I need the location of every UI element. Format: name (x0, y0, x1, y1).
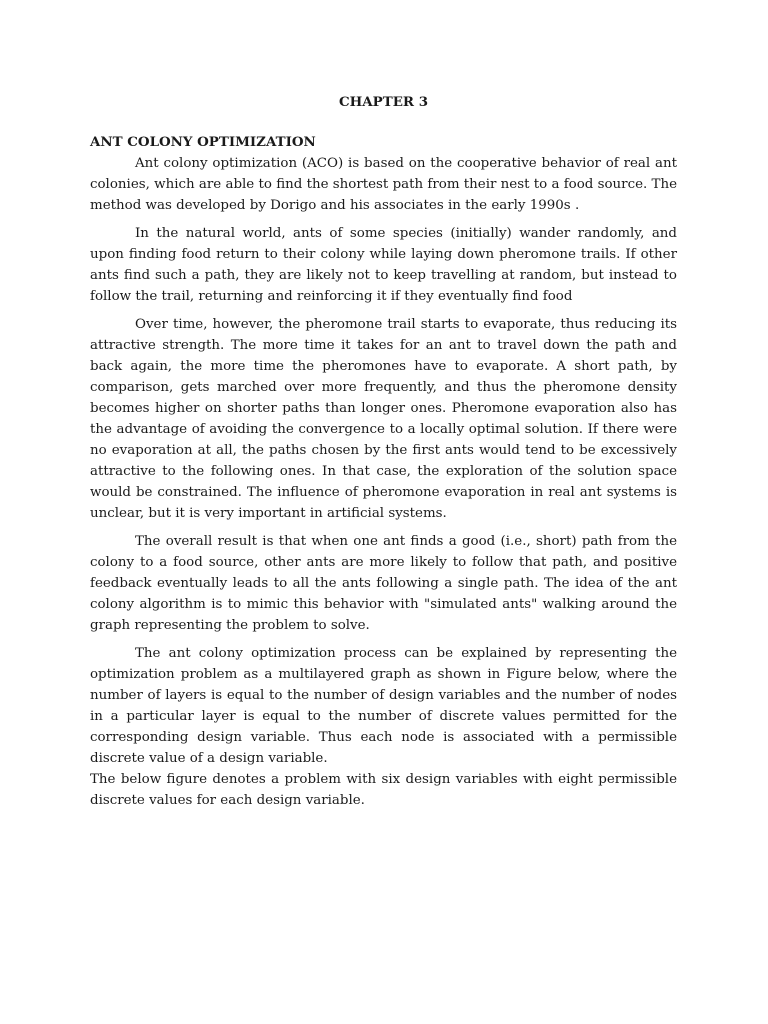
document-page (90, 90, 677, 818)
paragraph-evaporation: Over time, however, the pheromone trail starts to evaporate, thus reducing its attractive strength. The more time it takes for an ant to travel down the path and back again, the more time the pheromones have to evaporate. A short path, by comparison, gets marched over more frequently, and thus the pheromone density becomes higher on shorter paths than longer ones. Pheromone evaporation also has the advantage of avoiding the convergence to a locally optimal solution. If there were no evaporation at all, the paths chosen by the first ants would tend to be excessively attractive to the following ones. In that case, the exploration of the solution space would be constrained. The influence of pheromone evaporation in real ant systems is unclear, but it is very important in artificial systems. (90, 317, 677, 521)
paragraph-natural-world: In the natural world, ants of some species (initially) wander randomly, and upon finding food return to their colony while laying down pheromone trails. If other ants find such a path, they are likely not to keep travelling at random, but instead to follow the trail, returning and reinforcing it if they eventually find food (90, 226, 677, 304)
chapter-title: CHAPTER 3 (338, 94, 429, 110)
paragraph-aco-intro: Ant colony optimization (ACO) is based on the cooperative behavior of real ant colonies, which are able to find the shortest path from their nest to a food source. The method was developed by Dorigo and his associates in the early 1990s . (90, 156, 677, 213)
paragraph-overall-result: The overall result is that when one ant finds a good (i.e., short) path from the colony to a food source, other ants are more likely to follow that path, and positive feedback eventually leads to all the ants following a single path. The idea of the ant colony algorithm is to mimic this behavior with "simulated ants" walking around the graph representing the problem to solve. (90, 534, 677, 633)
section-heading: ANT COLONY OPTIMIZATION (90, 134, 316, 150)
paragraph-figure-description: The below figure denotes a problem with six design variables with eight permissible discrete values for each design variable. (90, 772, 677, 808)
paragraph-multilayer-graph: The ant colony optimization process can be explained by representing the optimization problem as a multilayered graph as shown in Figure below, where the number of layers is equal to the number of design variables and the number of nodes in a particular layer is equal to the number of discrete values permitted for the corresponding design variable. Thus each node is associated with a permissible discrete value of a design variable. (90, 646, 677, 766)
